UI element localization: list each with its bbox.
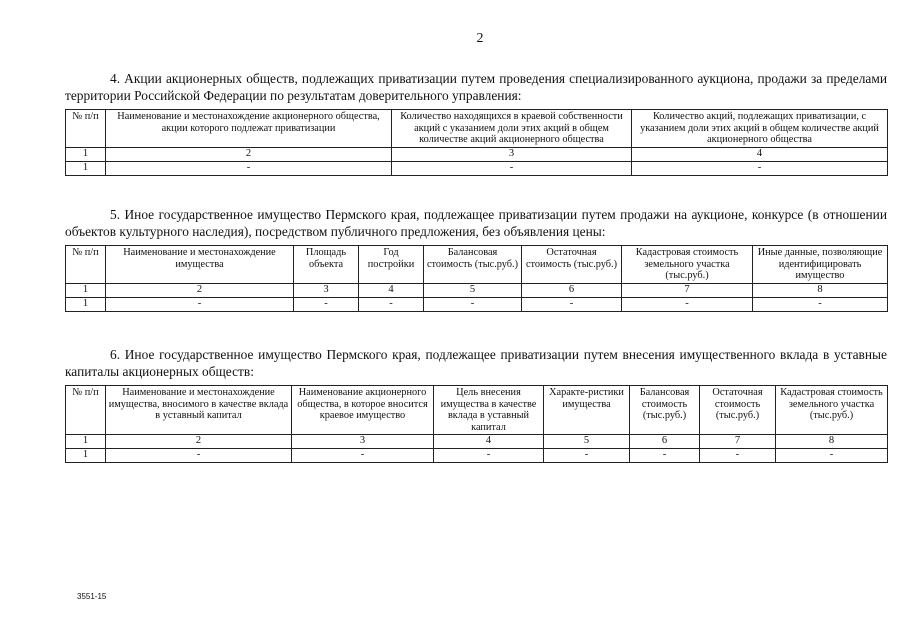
column-header: № п/п [66,386,106,435]
column-header: Количество акций, подлежащих приватизации, с указанием доли этих акций в общем количестве акций акционерного общества [632,110,888,148]
section-6 [65,346,887,463]
column-number-cell: 2 [106,147,392,161]
table-cell: - [753,297,888,311]
column-header: Количество находящихся в краевой собственности акций с указанием доли этих акций в общем количестве акций акционерного общества [392,110,632,148]
column-header: Год постройки [359,246,424,284]
column-header: № п/п [66,246,106,284]
column-header: Балансовая стоимость (тыс.руб.) [424,246,522,284]
table-cell: - [700,449,776,463]
table-header-row [66,110,888,148]
column-number-cell: 3 [294,283,359,297]
column-header: Площадь объекта [294,246,359,284]
table-cell: - [434,449,544,463]
column-number-cell: 4 [632,147,888,161]
table-cell: - [522,297,622,311]
section-heading: 6. Иное государственное имущество Пермского края, подлежащее приватизации путем внесения имущественного вклада в уставные капиталы акционерных обществ: [65,347,887,379]
column-header: Кадастровая стоимость земельного участка (тыс.руб.) [776,386,888,435]
column-number-cell: 4 [434,435,544,449]
column-header: Иные данные, позволяющие идентифицировать имущество [753,246,888,284]
table-cell: - [294,297,359,311]
table-row [66,297,888,311]
table-cell: - [622,297,753,311]
column-header: Наименование и местонахождение имущества, вносимого в качестве вклада в уставный капитал [106,386,292,435]
column-header: Наименование и местонахождение имущества [106,246,294,284]
table-row [66,449,888,463]
column-number-cell: 6 [630,435,700,449]
column-number-cell: 8 [776,435,888,449]
column-number-cell: 5 [544,435,630,449]
table-header-row [66,246,888,284]
column-header: Остаточная стоимость (тыс.руб.) [522,246,622,284]
column-number-cell: 5 [424,283,522,297]
column-number-row [66,435,888,449]
table-cell: - [106,297,294,311]
table-cell: - [392,161,632,175]
column-header: Наименование и местонахождение акционерного общества, акции которого подлежат приватизации [106,110,392,148]
column-number-cell: 2 [106,283,294,297]
table-cell: - [424,297,522,311]
column-header: Цель внесения имущества в качестве вклада в уставный капитал [434,386,544,435]
column-header: Остаточная стоимость (тыс.руб.) [700,386,776,435]
column-number-cell: 3 [292,435,434,449]
table-cell: 1 [66,297,106,311]
table-cell: - [106,449,292,463]
table-cell: - [106,161,392,175]
table-cell: - [292,449,434,463]
column-header: Наименование акционерного общества, в которое вносится краевое имущество [292,386,434,435]
column-header: Балансовая стоимость (тыс.руб.) [630,386,700,435]
table-cell: 1 [66,161,106,175]
column-number-cell: 1 [66,283,106,297]
section-heading: 5. Иное государственное имущество Пермского края, подлежащее приватизации путем продажи на аукционе, конкурсе (в отношении объектов культурного наследия), посредством публичного предложения, без объявления цены: [65,207,887,239]
document-code: 3551-15 [77,592,107,601]
table-cell: 1 [66,449,106,463]
column-number-cell: 6 [522,283,622,297]
section-heading: 4. Акции акционерных обществ, подлежащих приватизации путем проведения специализированного аукциона, продажи за пределами территории Российской Федерации по результатам доверительного управления: [65,71,887,103]
column-header: Кадастровая стоимость земельного участка (тыс.руб.) [622,246,753,284]
section-5 [65,206,887,312]
property-sale-table [65,245,888,312]
column-number-row [66,147,888,161]
column-number-cell: 1 [66,147,106,161]
column-number-cell: 4 [359,283,424,297]
table-cell: - [632,161,888,175]
column-header: Характе-ристики имущества [544,386,630,435]
column-header: № п/п [66,110,106,148]
table-header-row [66,386,888,435]
table-cell: - [544,449,630,463]
table-cell: - [359,297,424,311]
page-number: 2 [476,31,484,46]
column-number-cell: 2 [106,435,292,449]
table-row [66,161,888,175]
column-number-row [66,283,888,297]
shares-table [65,109,888,176]
column-number-cell: 7 [622,283,753,297]
table-cell: - [776,449,888,463]
section-4 [65,70,887,176]
column-number-cell: 3 [392,147,632,161]
capital-contribution-table [65,385,888,463]
column-number-cell: 7 [700,435,776,449]
column-number-cell: 1 [66,435,106,449]
column-number-cell: 8 [753,283,888,297]
table-cell: - [630,449,700,463]
